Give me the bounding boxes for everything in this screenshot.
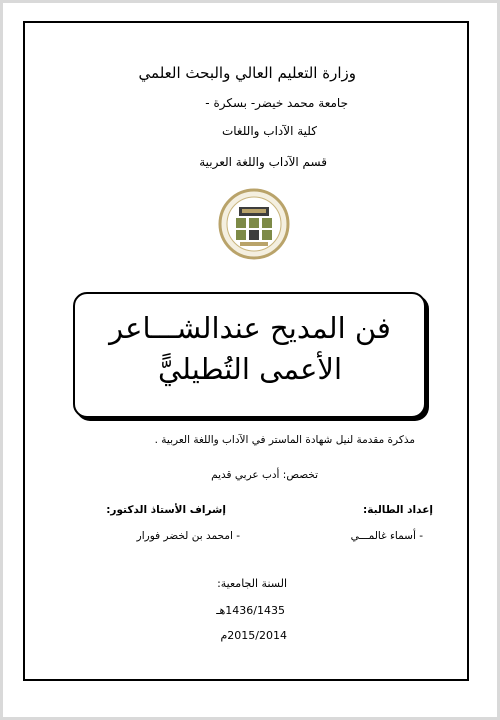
thesis-title-line1: فن المديح عندالشـــاعر: [109, 311, 391, 345]
memo-description: مذكرة مقدمة لنيل شهادة الماستر في الآداب واللغة العربية .: [154, 434, 415, 446]
supervisor-label: إشراف الأستاذ الدكتور:: [106, 504, 226, 516]
ministry-heading: وزارة التعليم العالي والبحث العلمي: [138, 64, 356, 82]
university-name: جامعة محمد خيضر- بسكرة -: [205, 96, 348, 110]
student-name: - أسماء غالمـــي: [350, 530, 423, 542]
specialization: تخصص: أدب عربي قديم: [211, 469, 318, 481]
hijri-year: 1436/1435هـ: [216, 604, 285, 617]
prepared-by-label: إعداد الطالبة:: [363, 504, 433, 516]
thesis-title-line2: الأعمى التُطيليًّ: [157, 352, 342, 386]
gregorian-year: 2015/2014م: [220, 629, 287, 642]
academic-year-label: السنة الجامعية:: [217, 577, 287, 590]
department-name: قسم الآداب واللغة العربية: [199, 155, 327, 169]
university-logo: [218, 187, 290, 261]
faculty-name: كلية الآداب واللغات: [221, 124, 317, 138]
supervisor-name: - امحمد بن لخضر فورار: [136, 530, 240, 542]
